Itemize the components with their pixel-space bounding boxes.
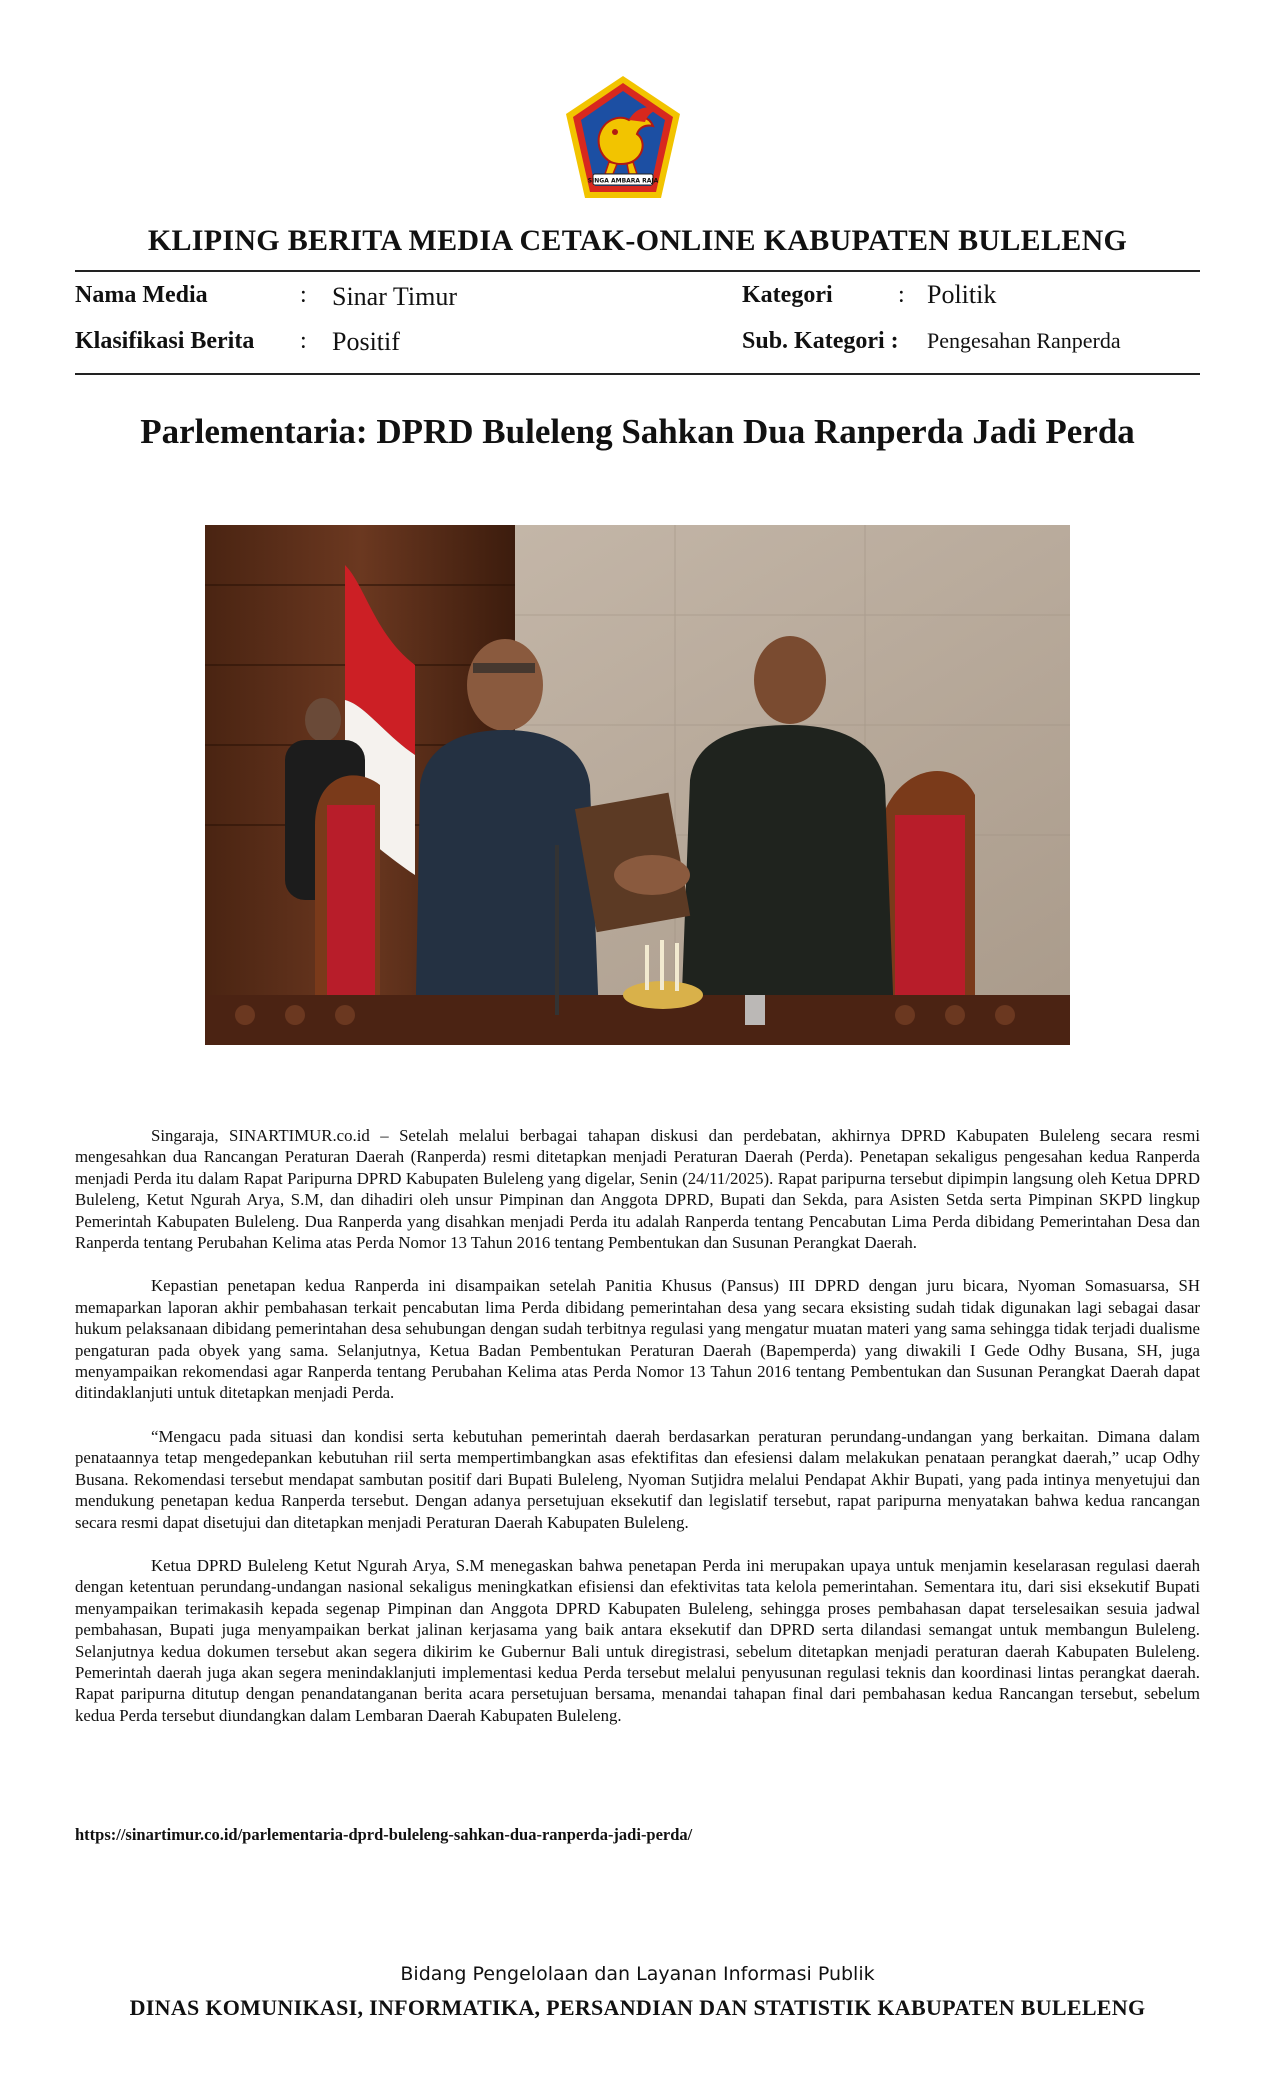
media-name-label: Nama Media (75, 282, 208, 308)
article-paragraph: “Mengacu pada situasi dan kondisi serta kebutuhan pemerintah daerah berdasarkan peraturan perundang-undangan yang berkaitan. Dimana dalam penataannya tetap mengedepankan kebutuhan riil serta mempertimbangkan asas efektifitas dan efesiensi dalam melakukan penataan perangkat daerah,” ucap Odhy Busana. Rekomendasi tersebut mendapat sambutan positif dari Bupati Buleleng, Nyoman Sutjidra melalui Pendapat Akhir Bupati, yang pada intinya menyetujui dan mendukung penetapan kedua Ranperda tersebut. Dengan adanya persetujuan eksekutif dan legislatif tersebut, rapat paripurna menyatakan bahwa kedua rancangan secara resmi dapat disetujui dan ditetapkan menjadi Peraturan Daerah Kabupaten Buleleng. (75, 1426, 1200, 1532)
article-paragraph: Ketua DPRD Buleleng Ketut Ngurah Arya, S.M menegaskan bahwa penetapan Perda ini merupakan upaya untuk menjamin keselarasan regulasi daerah dengan ketentuan perundang-undangan nasional sekaligus meningkatkan efisiensi dan efektivitas tata kelola pemerintahan. Sementara itu, dari sisi eksekutif Bupati menyampaikan terimakasih kepada segenap Pimpinan dan Anggota DPRD Kabupaten Buleleng, sehingga proses pembahasan dapat terselesaikan sesuia jadwal pembahasan, Bupati juga menyampaikan berkat jalinan kerjasama yang baik antara eksekutif dan DPRD serta dilandasi semangat untuk membangun Buleleng. Selanjutnya kedua dokumen tersebut akan segera dikirim ke Gubernur Bali untuk diregistrasi, sebelum ditetapkan menjadi peraturan daerah Kabupaten Buleleng. Pemerintah daerah juga akan segera menindaklanjuti implementasi kedua Perda tersebut melalui penyusunan regulasi teknis dan koordinasi lintas perangkat daerah. Rapat paripurna ditutup dengan penandatanganan berita acara persetujuan bersama, menandai tahapan final dari pembahasan kedua Rancangan tersebut, sebelum kedua Perda tersebut diundangkan dalam Lembaran Daerah Kabupaten Buleleng. (75, 1555, 1200, 1725)
news-classification-colon: : (300, 328, 307, 354)
news-classification-label: Klasifikasi Berita (75, 328, 255, 354)
article-source-link[interactable]: https://sinartimur.co.id/parlementaria-dprd-buleleng-sahkan-dua-ranperda-jadi-perda/ (75, 1825, 693, 1844)
article-body (75, 1125, 1200, 1748)
footer-agency-name: DINAS KOMUNIKASI, INFORMATIKA, PERSANDIAN DAN STATISTIK KABUPATEN BULELENG (129, 1995, 1146, 2020)
media-name-value: Sinar Timur (332, 282, 457, 311)
article-paragraph: Singaraja, SINARTIMUR.co.id – Setelah melalui berbagai tahapan diskusi dan perdebatan, akhirnya DPRD Kabupaten Buleleng secara resmi mengesahkan dua Rancangan Peraturan Daerah (Ranperda) resmi ditetapkan menjadi Peraturan Daerah (Perda). Penetapan sekaligus pengesahan kedua Ranperda menjadi Perda itu dalam Rapat Paripurna DPRD Kabupaten Buleleng yang digelar, Senin (24/11/2025). Rapat paripurna tersebut dipimpin langsung oleh Ketua DPRD Buleleng, Ketut Ngurah Arya, S.M, dan dihadiri oleh unsur Pimpinan dan Anggota DPRD, Bupati dan Sekda, para Asisten Setda serta Pimpinan SKPD lingkup Pemerintah Kabupaten Buleleng. Dua Ranperda yang disahkan menjadi Perda itu adalah Ranperda tentang Pencabutan Lima Perda dibidang Pemerintahan Desa dan Ranperda tentang Perubahan Kelima atas Perda Nomor 13 Tahun 2016 tentang Pembentukan dan Susunan Perangkat Daerah. (75, 1126, 1200, 1253)
media-name-colon: : (300, 282, 307, 308)
footer-division-name: Bidang Pengelolaan dan Layanan Informasi Publik (400, 1963, 875, 1985)
category-colon: : (898, 282, 905, 308)
category-label: Kategori (742, 282, 833, 308)
buleleng-coat-of-arms-logo (563, 74, 683, 202)
article-photo (205, 525, 1070, 1045)
subcategory-value: Pengesahan Ranperda (927, 328, 1121, 353)
logo-motto-text: SINGA AMBARA RAJA (587, 177, 659, 185)
news-classification-value: Positif (332, 327, 400, 356)
category-value: Politik (927, 280, 997, 309)
article-headline: Parlementaria: DPRD Buleleng Sahkan Dua Ranperda Jadi Perda (140, 412, 1135, 451)
kliping-header-title: KLIPING BERITA MEDIA CETAK-ONLINE KABUPATEN BULELENG (147, 224, 1128, 257)
header-top-divider (75, 270, 1200, 272)
subcategory-label: Sub. Kategori : (742, 328, 899, 354)
header-bottom-divider (75, 373, 1200, 375)
article-paragraph: Kepastian penetapan kedua Ranperda ini disampaikan setelah Panitia Khusus (Pansus) III DPRD dengan juru bicara, Nyoman Somasuarsa, SH memaparkan laporan akhir pembahasan terkait pencabutan lima Perda dibidang pemerintahan desa yang secara eksisting sudah tidak digunakan lagi sebagai dasar hukum pelaksanaan dibidang pemerintahan desa sehubungan dengan sudah terbitnya regulasi yang mengatur muatan materi yang sama sehingga tidak terjadi dualisme pengaturan pada obyek yang sama. Selanjutnya, Ketua Badan Pembentukan Peraturan Daerah (Bapemperda) yang diwakili I Gede Odhy Busana, SH, juga menyampaikan rekomendasi agar Ranperda tentang Perubahan Kelima atas Perda Nomor 13 Tahun 2016 tentang Pembentukan dan Susunan Perangkat Daerah dapat ditindaklanjuti untuk ditetapkan menjadi Perda. (75, 1276, 1200, 1403)
